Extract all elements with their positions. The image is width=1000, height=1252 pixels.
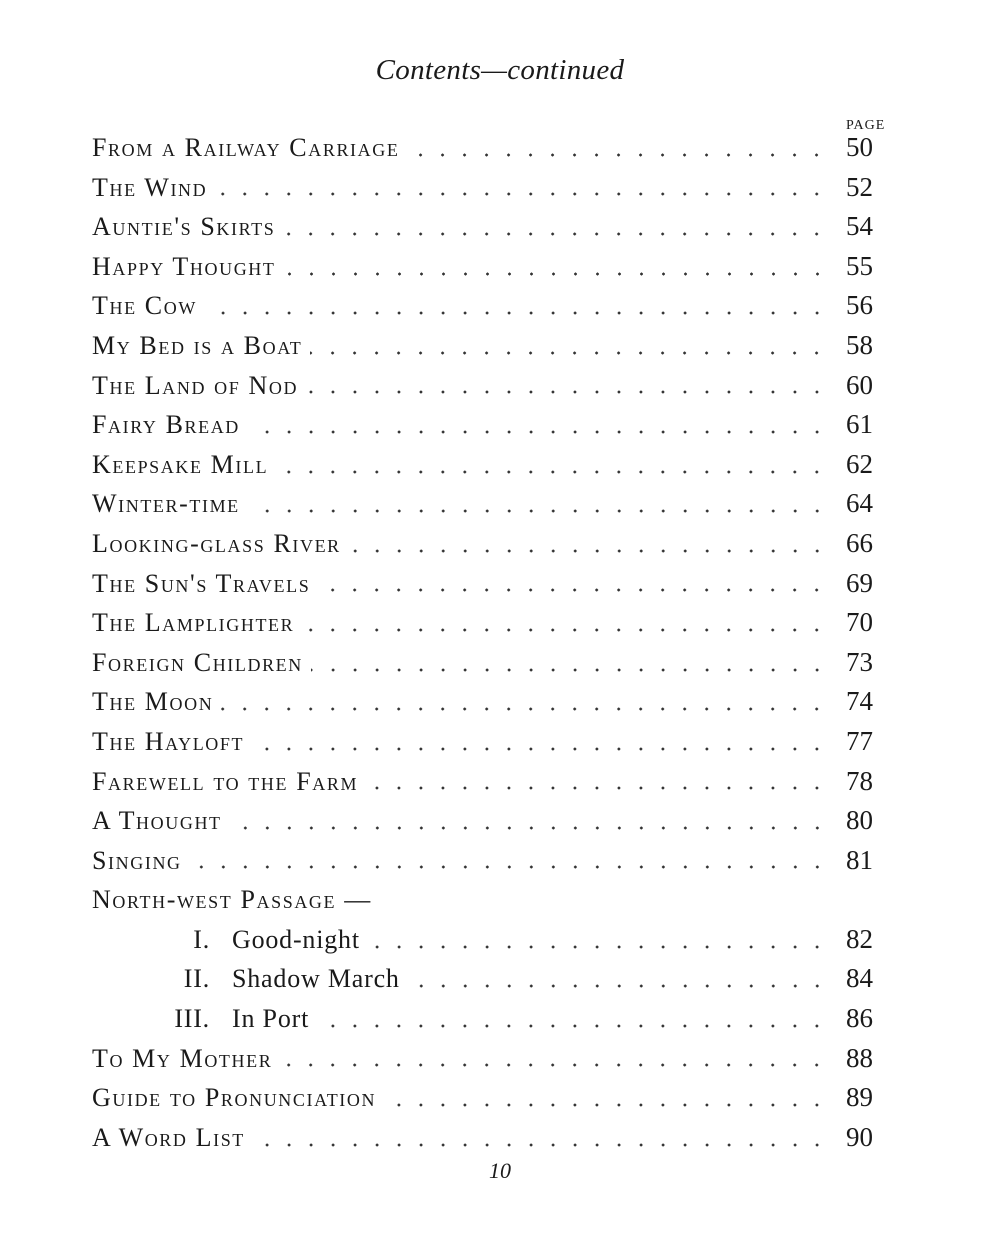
dot-leader — [311, 668, 828, 672]
toc-sub-entry[interactable] — [92, 920, 892, 960]
toc-entry-page: 81 — [846, 844, 873, 875]
toc-entry-page: 73 — [846, 646, 873, 677]
dot-leader — [408, 984, 828, 988]
toc-entry-page: 62 — [846, 448, 873, 479]
dot-leader — [318, 588, 828, 592]
toc-entry-page: 54 — [846, 211, 873, 242]
toc-section-heading[interactable] — [92, 880, 892, 920]
dot-leader — [253, 1143, 828, 1147]
toc-entry-page: 80 — [846, 805, 873, 836]
toc-entry-title: My Bed is a Boat — [92, 326, 310, 366]
toc-entry-page: 70 — [846, 607, 873, 638]
dot-leader — [317, 1024, 828, 1028]
toc-entry-page: 78 — [846, 765, 873, 796]
toc-entry-title: A Thought — [92, 801, 230, 841]
toc-entry[interactable] — [92, 207, 892, 247]
toc-sub-entry[interactable] — [92, 959, 892, 999]
dot-leader — [384, 1103, 828, 1107]
page-column-label: PAGE — [846, 118, 886, 133]
toc-entry-title: Happy Thought — [92, 247, 284, 287]
dot-leader — [283, 232, 828, 236]
toc-entry[interactable] — [92, 128, 892, 168]
toc-entry[interactable] — [92, 1039, 892, 1079]
toc-entry-page: 56 — [846, 290, 873, 321]
toc-sub-entry-label — [92, 920, 368, 960]
toc-entry-page: 88 — [846, 1042, 873, 1073]
toc-entry[interactable] — [92, 841, 892, 881]
toc-entry[interactable] — [92, 801, 892, 841]
toc-entry[interactable] — [92, 1118, 892, 1158]
toc-entry-title: The Cow — [92, 286, 205, 326]
toc-entry-title: In Port — [232, 1004, 310, 1034]
toc-entry-title: The Wind — [92, 168, 215, 208]
toc-entry-title: To My Mother — [92, 1039, 280, 1079]
toc-entry-title: The Sun's Travels — [92, 564, 318, 604]
toc-entry-title: The Lamplighter — [92, 603, 302, 643]
dot-leader — [366, 786, 828, 790]
dot-leader — [349, 549, 828, 553]
toc-entry-page: 66 — [846, 527, 873, 558]
dot-leader — [284, 272, 829, 276]
toc-entry[interactable] — [92, 603, 892, 643]
dot-leader — [280, 1063, 828, 1067]
toc-entry-page: 55 — [846, 250, 873, 281]
toc-entry[interactable] — [92, 564, 892, 604]
toc-entry-page: 69 — [846, 567, 873, 598]
toc-entry-title: The Land of Nod — [92, 366, 306, 406]
toc-entry-page: 52 — [846, 171, 873, 202]
toc-entry-page: 61 — [846, 409, 873, 440]
toc-entry[interactable] — [92, 445, 892, 485]
page-number: 10 — [489, 1158, 511, 1183]
toc-entry[interactable] — [92, 524, 892, 564]
toc-entry[interactable] — [92, 286, 892, 326]
toc-sub-entry[interactable] — [92, 999, 892, 1039]
roman-numeral: II. — [183, 964, 210, 994]
roman-numeral: III. — [174, 1004, 210, 1034]
dot-leader — [306, 390, 828, 394]
running-header: Contents—continued — [375, 54, 625, 86]
toc-entry[interactable] — [92, 366, 892, 406]
toc-entry-page: 58 — [846, 329, 873, 360]
dot-leader — [221, 707, 828, 711]
toc-entry[interactable] — [92, 405, 892, 445]
dot-leader — [190, 865, 828, 869]
toc-entry-page: 89 — [846, 1082, 873, 1113]
toc-entry-page: 60 — [846, 369, 873, 400]
table-of-contents — [92, 128, 892, 1157]
dot-leader — [407, 153, 828, 157]
toc-entry-page: 74 — [846, 686, 873, 717]
dot-leader — [252, 747, 828, 751]
toc-entry-title: Farewell to the Farm — [92, 762, 366, 802]
toc-entry-title: Keepsake Mill — [92, 445, 276, 485]
toc-entry-title: Good-night — [232, 924, 360, 954]
toc-entry-title: The Hayloft — [92, 722, 252, 762]
toc-entry[interactable] — [92, 326, 892, 366]
toc-entry[interactable] — [92, 168, 892, 208]
toc-entry[interactable] — [92, 1078, 892, 1118]
toc-entry-title: Auntie's Skirts — [92, 207, 283, 247]
toc-entry[interactable] — [92, 722, 892, 762]
toc-entry-title: Guide to Pronunciation — [92, 1078, 384, 1118]
toc-entry-page: 64 — [846, 488, 873, 519]
dot-leader — [230, 826, 828, 830]
dot-leader — [248, 509, 828, 513]
dot-leader — [205, 311, 828, 315]
toc-entry-title: Foreign Children — [92, 643, 311, 683]
dot-leader — [215, 192, 828, 196]
toc-entry[interactable] — [92, 247, 892, 287]
toc-entry-title: A Word List — [92, 1118, 253, 1158]
toc-entry-page: 82 — [846, 923, 873, 954]
roman-numeral: I. — [193, 924, 210, 954]
toc-entry[interactable] — [92, 643, 892, 683]
dot-leader — [248, 430, 828, 434]
toc-entry[interactable] — [92, 762, 892, 802]
toc-entry-title: From a Railway Carriage — [92, 128, 407, 168]
toc-sub-entry-label — [92, 999, 317, 1039]
toc-entry[interactable] — [92, 682, 892, 722]
toc-entry-title: Singing — [92, 841, 190, 881]
toc-entry-page: 84 — [846, 963, 873, 994]
toc-entry[interactable] — [92, 484, 892, 524]
dot-leader — [302, 628, 828, 632]
toc-entry-title: The Moon — [92, 682, 221, 722]
toc-entry-title: North-west Passage — — [92, 880, 380, 920]
toc-entry-title: Shadow March — [232, 964, 400, 994]
toc-entry-title: Fairy Bread — [92, 405, 248, 445]
toc-entry-title: Looking-glass River — [92, 524, 349, 564]
toc-sub-entry-label — [92, 959, 408, 999]
toc-entry-title: Winter-time — [92, 484, 248, 524]
dot-leader — [368, 945, 828, 949]
toc-entry-page: 77 — [846, 725, 873, 756]
dot-leader — [276, 470, 828, 474]
dot-leader — [310, 351, 828, 355]
toc-entry-page: 50 — [846, 132, 873, 162]
toc-entry-page: 90 — [846, 1121, 873, 1152]
toc-entry-page: 86 — [846, 1003, 873, 1034]
